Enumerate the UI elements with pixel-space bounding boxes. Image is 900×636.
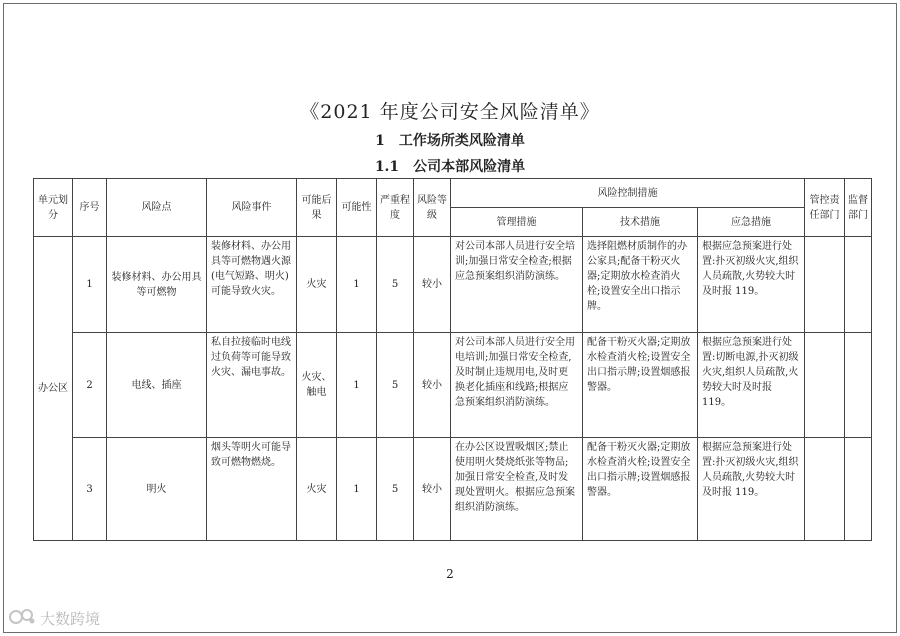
dept-cell [805,438,845,541]
dept-cell [805,333,845,438]
level-cell: 较小 [414,237,451,333]
header-risk-point: 风险点 [107,179,207,237]
risk-point-cell: 电线、插座 [107,333,207,438]
risk-point-cell: 装修材料、办公用具等可燃物 [107,237,207,333]
page-number: 2 [446,567,454,581]
likelihood-cell: 1 [337,438,377,541]
level-cell: 较小 [414,333,451,438]
risk-event-cell: 烟头等明火可能导致可燃物燃烧。 [207,438,297,541]
supervise-cell [845,438,872,541]
dept-cell [805,237,845,333]
seq-cell: 1 [73,237,107,333]
consequence-cell: 火灾 [297,237,337,333]
risk-point-cell: 明火 [107,438,207,541]
header-risk-event: 风险事件 [207,179,297,237]
consequence-cell: 火灾 [297,438,337,541]
table-row [34,237,872,333]
header-responsible-dept: 管控责任部门 [805,179,845,237]
header-likelihood: 可能性 [337,179,377,237]
header-control-measures: 风险控制措施 [451,179,805,208]
severity-cell: 5 [377,438,414,541]
table-row [34,438,872,541]
header-tech: 技术措施 [583,208,698,237]
header-supervise-dept: 监督部门 [845,179,872,237]
severity-cell: 5 [377,237,414,333]
subsection-heading: 1.1 公司本部风险清单 [374,159,526,175]
severity-cell: 5 [377,333,414,438]
mgmt-cell: 对公司本部人员进行安全用电培训;加强日常安全检查,及时制止违规用电,及时更换老化插座和线路;根据应急预案组织消防演练。 [451,333,583,438]
watermark [8,606,100,630]
supervise-cell [845,237,872,333]
mgmt-cell: 对公司本部人员进行安全培训;加强日常安全检查;根据应急预案组织消防演练。 [451,237,583,333]
table-header-row [34,179,872,208]
tech-cell: 配备干粉灭火器;定期放水检查消火栓;设置安全出口指示牌;设置烟感报警器。 [583,438,698,541]
seq-cell: 3 [73,438,107,541]
consequence-cell: 火灾、触电 [297,333,337,438]
header-consequence: 可能后果 [297,179,337,237]
header-emergency: 应急措施 [698,208,805,237]
likelihood-cell: 1 [337,237,377,333]
risk-event-cell: 私自拉接临时电线过负荷等可能导致火灾、漏电事故。 [207,333,297,438]
header-mgmt: 管理措施 [451,208,583,237]
emergency-cell: 根据应急预案进行处置:扑灭初级火灾,组织人员疏散,火势较大时及时报 119。 [698,237,805,333]
header-level: 风险等级 [414,179,451,237]
mgmt-cell: 在办公区设置吸烟区;禁止使用明火焚烧纸张等物品;加强日常安全检查,及时发现处置明火。根据应急预案组织消防演练。 [451,438,583,541]
header-seq: 序号 [73,179,107,237]
emergency-cell: 根据应急预案进行处置:扑灭初级火灾,组织人员疏散,火势较大时及时报 119。 [698,438,805,541]
section-heading: 1 工作场所类风险清单 [375,133,525,149]
watermark-logo-icon [8,606,36,630]
risk-event-cell: 装修材料、办公用具等可燃物遇火源(电气短路、明火)可能导致火灾。 [207,237,297,333]
level-cell: 较小 [414,438,451,541]
risk-table [33,178,872,541]
tech-cell: 选择阻燃材质制作的办公家具;配备干粉灭火器;定期放水检查消火栓;设置安全出口指示牌。 [583,237,698,333]
table-row [34,333,872,438]
supervise-cell [845,333,872,438]
document-title: 《2021 年度公司安全风险清单》 [300,101,600,123]
tech-cell: 配备干粉灭火器;定期放水检查消火栓;设置安全出口指示牌;设置烟感报警器。 [583,333,698,438]
seq-cell: 2 [73,333,107,438]
header-unit: 单元划分 [34,179,73,237]
watermark-text: 大数跨境 [40,609,101,628]
likelihood-cell: 1 [337,333,377,438]
header-severity: 严重程度 [377,179,414,237]
emergency-cell: 根据应急预案进行处置:切断电源,扑灭初级火灾,组织人员疏散,火势较大时及时报 119。 [698,333,805,438]
unit-cell: 办公区 [34,237,73,541]
